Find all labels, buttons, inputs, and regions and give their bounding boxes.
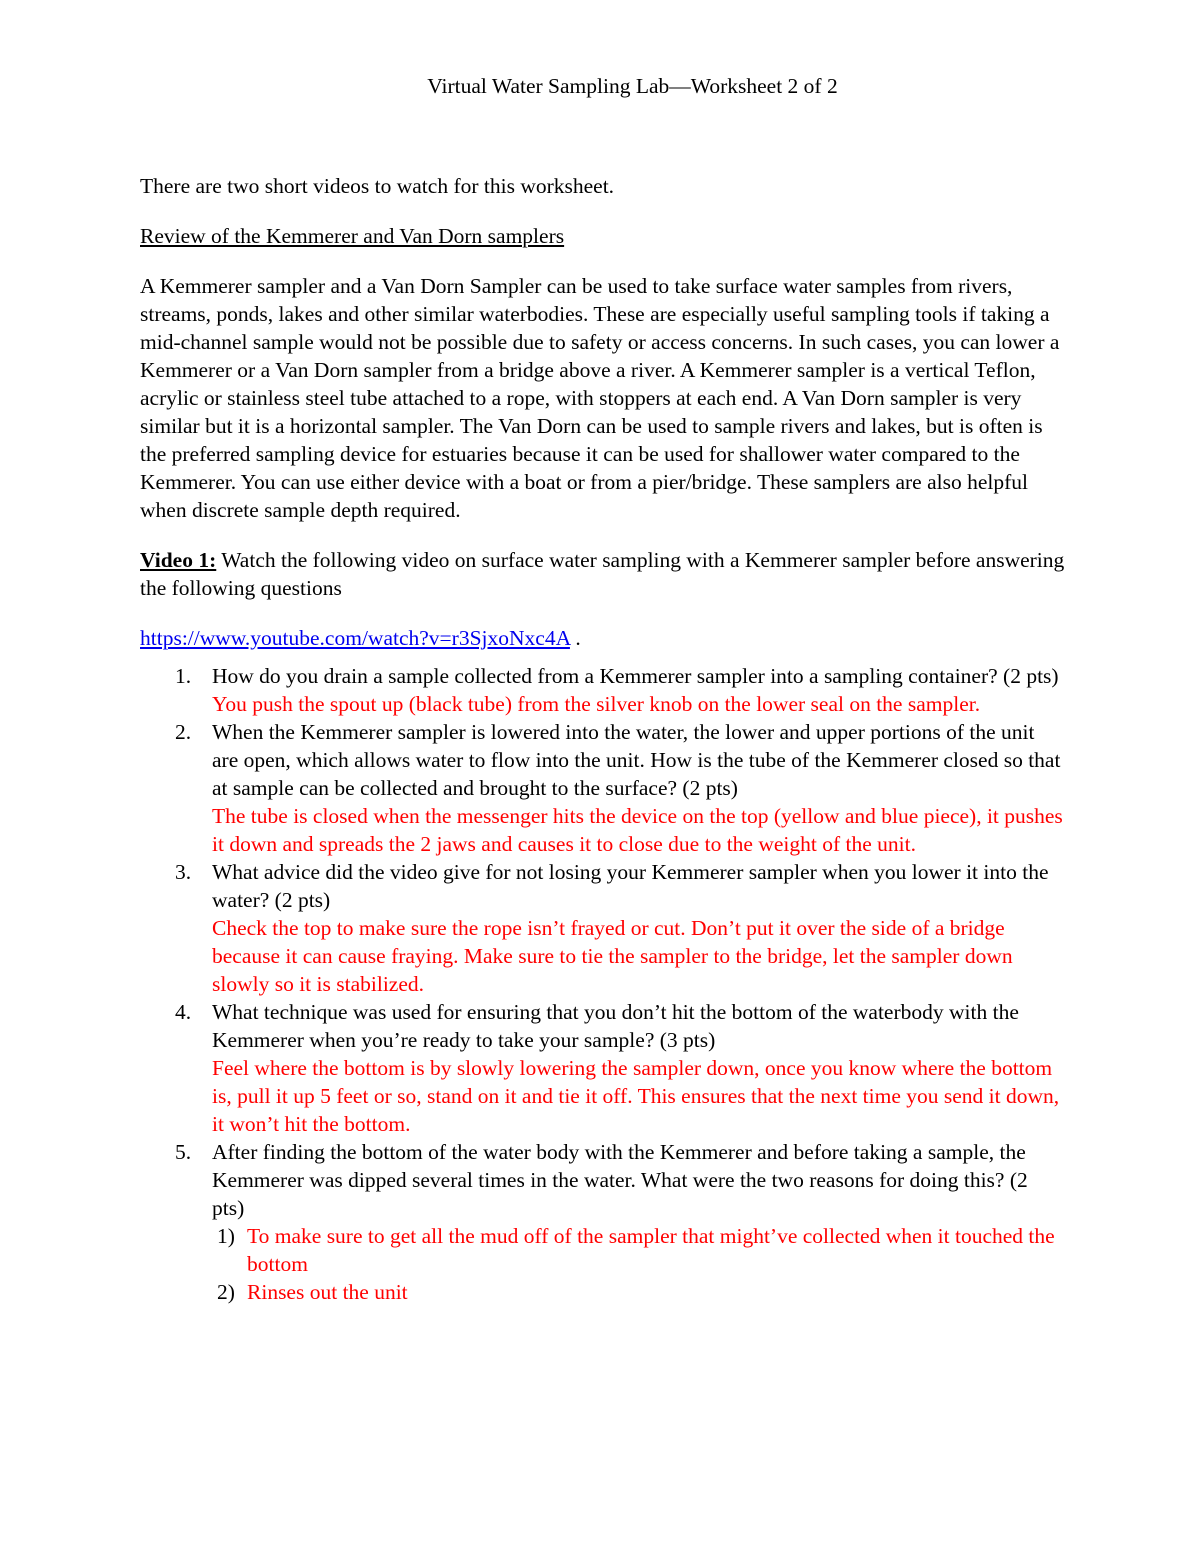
question-text: What advice did the video give for not losing your Kemmerer sampler when you lower it into the water? (2 pts) bbox=[212, 860, 1049, 912]
answer-text: You push the spout up (black tube) from the silver knob on the lower seal on the sampler. bbox=[212, 692, 981, 716]
question-list bbox=[140, 662, 1065, 1306]
video-1-label: Video 1: bbox=[140, 548, 217, 572]
sub-answer-item-1 bbox=[212, 1222, 1065, 1278]
video-1-text: Watch the following video on surface water sampling with a Kemmerer sampler before answering the following questions bbox=[140, 548, 1065, 600]
section-heading: Review of the Kemmerer and Van Dorn samplers bbox=[140, 224, 565, 248]
video-1-instructions bbox=[140, 546, 1065, 602]
question-text: When the Kemmerer sampler is lowered into the water, the lower and upper portions of the unit are open, which allows water to flow into the unit. How is the tube of the Kemmerer closed so that at sample can be collected and brought to the surface? (2 pts) bbox=[212, 720, 1061, 800]
question-text: What technique was used for ensuring that you don’t hit the bottom of the waterbody with the Kemmerer when you’re ready to take your sample? (3 pts) bbox=[212, 1000, 1019, 1052]
question-item-2 bbox=[140, 718, 1065, 858]
question-item-5 bbox=[140, 1138, 1065, 1306]
video-1-link-line bbox=[140, 624, 1065, 652]
video-1-link[interactable]: https://www.youtube.com/watch?v=r3SjxoNxc4A bbox=[140, 626, 570, 650]
sub-answer-number: 1) bbox=[217, 1224, 235, 1248]
question-item-1 bbox=[140, 662, 1065, 718]
answer-text: The tube is closed when the messenger hits the device on the top (yellow and blue piece), it pushes it down and spreads the 2 jaws and causes it to close due to the weight of the unit. bbox=[212, 804, 1063, 856]
question-number: 3. bbox=[175, 860, 192, 884]
question-number: 1. bbox=[175, 664, 192, 688]
sub-answer-text: To make sure to get all the mud off of the sampler that might’ve collected when it touched the bottom bbox=[247, 1224, 1055, 1276]
sub-answer-item-2 bbox=[212, 1278, 1065, 1306]
video-1-link-suffix: . bbox=[569, 626, 581, 650]
sub-answer-text: Rinses out the unit bbox=[247, 1280, 408, 1304]
intro-text: There are two short videos to watch for this worksheet. bbox=[140, 174, 615, 198]
sub-answer-list bbox=[212, 1222, 1065, 1306]
question-number: 5. bbox=[175, 1140, 192, 1164]
worksheet-page bbox=[140, 72, 1065, 1306]
answer-text: Feel where the bottom is by slowly lowering the sampler down, once you know where the bottom is, pull it up 5 feet or so, stand on it and tie it off. This ensures that the next time you send it down, it won’t hit the bottom. bbox=[212, 1056, 1060, 1136]
sub-answer-number: 2) bbox=[217, 1280, 235, 1304]
question-number: 4. bbox=[175, 1000, 192, 1024]
question-number: 2. bbox=[175, 720, 192, 744]
question-item-3 bbox=[140, 858, 1065, 998]
question-item-4 bbox=[140, 998, 1065, 1138]
body-paragraph: A Kemmerer sampler and a Van Dorn Sampler can be used to take surface water samples from rivers, streams, ponds, lakes and other similar waterbodies. These are especially useful sampling tools if taking a mid-channel sample would not be possible due to safety or access concerns. In such cases, you can lower a Kemmerer or a Van Dorn sampler from a bridge above a river. A Kemmerer sampler is a vertical Teflon, acrylic or stainless steel tube attached to a rope, with stoppers at each end. A Van Dorn sampler is very similar but it is a horizontal sampler. The Van Dorn can be used to sample rivers and lakes, but is often is the preferred sampling device for estuaries because it can be used for shallower water compared to the Kemmerer. You can use either device with a boat or from a pier/bridge. These samplers are also helpful when discrete sample depth required. bbox=[140, 274, 1060, 522]
answer-text: Check the top to make sure the rope isn’t frayed or cut. Don’t put it over the side of a bridge because it can cause fraying. Make sure to tie the sampler to the bridge, let the sampler down slowly so it is stabilized. bbox=[212, 916, 1013, 996]
question-text: How do you drain a sample collected from a Kemmerer sampler into a sampling container? (2 pts) bbox=[212, 664, 1059, 688]
page-title: Virtual Water Sampling Lab—Worksheet 2 of 2 bbox=[427, 74, 838, 98]
question-text: After finding the bottom of the water body with the Kemmerer and before taking a sample, the Kemmerer was dipped several times in the water. What were the two reasons for doing this? (2 pts) bbox=[212, 1140, 1028, 1220]
